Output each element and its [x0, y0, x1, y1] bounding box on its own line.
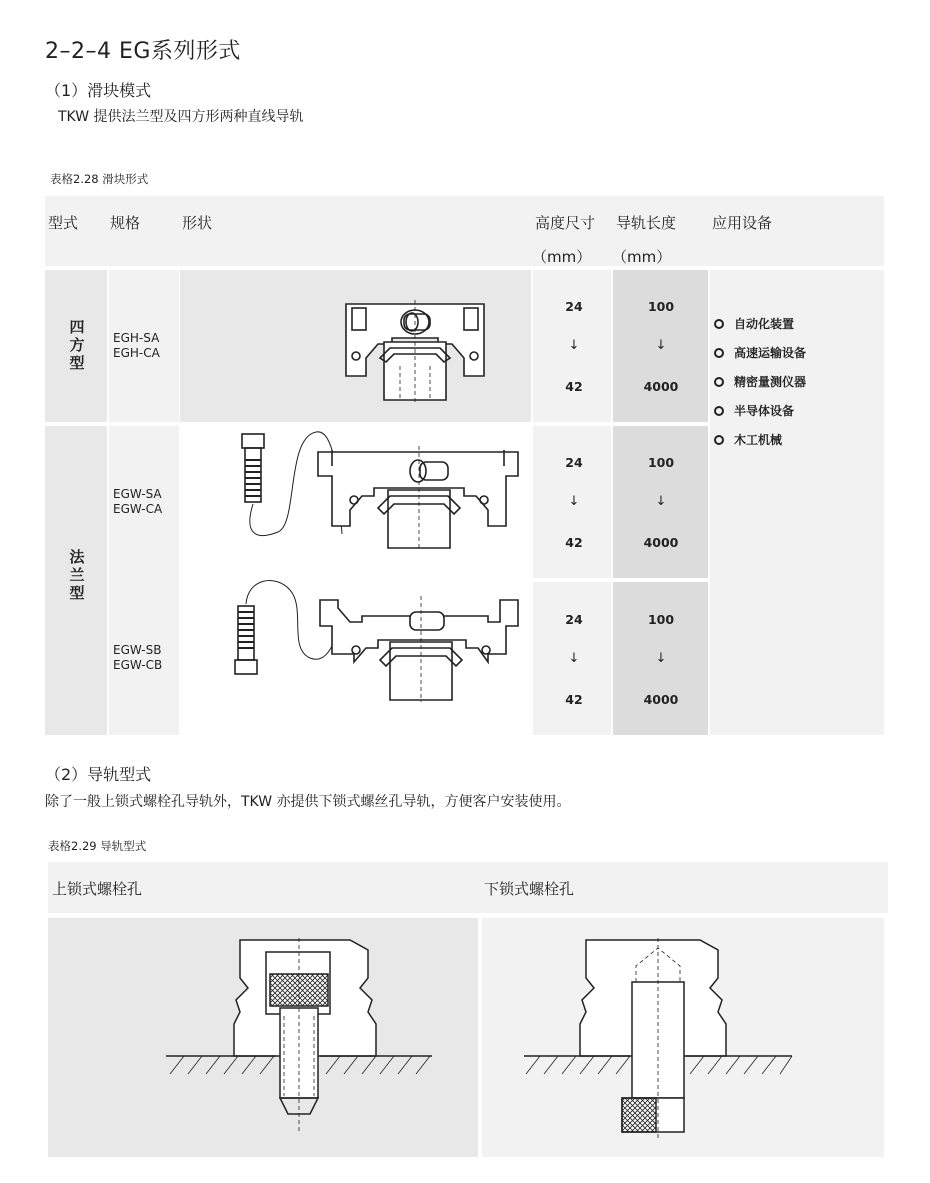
subsection-title-rail-type: （2）导轨型式	[45, 765, 152, 784]
height-min: 24	[565, 299, 583, 314]
length-max: 4000	[643, 379, 679, 394]
arrow-down-icon: ↓	[568, 651, 580, 666]
circle-bullet-icon	[714, 348, 724, 358]
type-label-square: 四方型	[69, 318, 85, 372]
height-min: 24	[565, 612, 583, 627]
header-application: 应用设备	[712, 214, 773, 232]
arrow-down-icon: ↓	[568, 338, 580, 353]
height-min: 24	[565, 455, 583, 470]
subsection-title-block-type: （1）滑块模式	[45, 81, 152, 100]
header-spec: 规格	[110, 214, 141, 232]
header-lower-lock: 下锁式螺栓孔	[484, 880, 575, 898]
block-type-description: TKW 提供法兰型及四方形两种直线导轨	[58, 109, 304, 125]
arrow-down-icon: ↓	[655, 338, 667, 353]
circle-bullet-icon	[714, 319, 724, 329]
header-height-unit: （mm）	[532, 248, 592, 266]
header-height: 高度尺寸	[535, 214, 596, 232]
height-max: 42	[565, 692, 583, 707]
header-type: 型式	[48, 214, 79, 232]
table-caption: 表格2.29 导轨型式	[48, 839, 147, 853]
upper-lock-rail-drawing	[160, 938, 440, 1148]
header-length: 导轨长度	[616, 214, 677, 232]
length-min: 100	[647, 455, 675, 470]
length-max: 4000	[643, 535, 679, 550]
arrow-down-icon: ↓	[568, 494, 580, 509]
header-shape: 形状	[182, 214, 213, 232]
header-upper-lock: 上锁式螺栓孔	[52, 880, 143, 898]
square-block-drawing	[340, 296, 490, 406]
spec-cell-2	[109, 426, 179, 735]
rail-type-description: 除了一般上锁式螺栓孔导轨外，TKW 亦提供下锁式螺丝孔导轨，方便客户安装使用。	[45, 794, 571, 810]
circle-bullet-icon	[714, 377, 724, 387]
list-item: 自动化装置	[714, 309, 806, 338]
list-item: 高速运输设备	[714, 338, 806, 367]
height-max: 42	[565, 535, 583, 550]
spec-egw-a: EGW-SA EGW-CA	[113, 487, 163, 516]
flange-block-drawing	[238, 426, 528, 552]
circle-bullet-icon	[714, 406, 724, 416]
circle-bullet-icon	[714, 435, 724, 445]
spec-egh: EGH-SA EGH-CA	[113, 331, 160, 360]
spec-egw-b: EGW-SB EGW-CB	[113, 643, 163, 672]
length-min: 100	[647, 612, 675, 627]
height-max: 42	[565, 379, 583, 394]
arrow-down-icon: ↓	[655, 494, 667, 509]
flange-block-bottom-bolt-drawing	[230, 578, 526, 704]
table2-header-row	[48, 862, 888, 913]
header-length-unit: （mm）	[612, 248, 672, 266]
application-list	[714, 309, 806, 454]
length-min: 100	[647, 299, 675, 314]
table-caption: 表格2.28 滑块形式	[50, 172, 149, 186]
list-item: 木工机械	[714, 425, 806, 454]
section-title: 2–2–4 EG系列形式	[45, 39, 241, 64]
arrow-down-icon: ↓	[655, 651, 667, 666]
lower-lock-rail-drawing	[520, 938, 800, 1148]
list-item: 半导体设备	[714, 396, 806, 425]
list-item: 精密量测仪器	[714, 367, 806, 396]
type-label-flange: 法兰型	[69, 548, 85, 602]
length-max: 4000	[643, 692, 679, 707]
